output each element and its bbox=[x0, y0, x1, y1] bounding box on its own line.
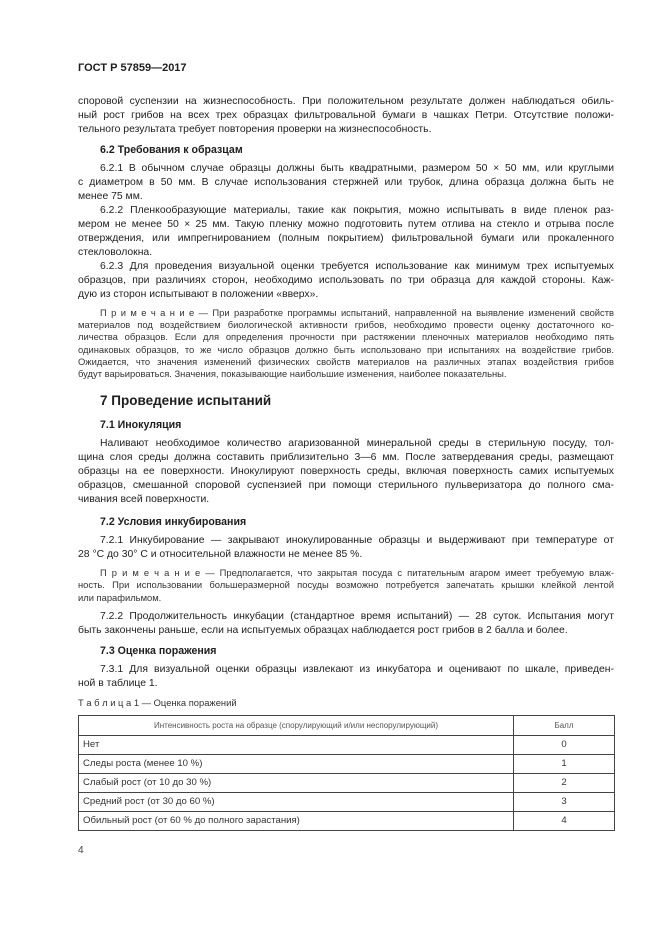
text-line: чивания всей поверхности. bbox=[78, 494, 210, 506]
table-caption: Т а б л и ц а 1 — Оценка поражений bbox=[78, 696, 237, 708]
text-line: быть закончены раньше, если на испытуемых образцах наблюдается рост грибов в 2 балла и более. bbox=[78, 624, 568, 636]
text-line: отверждения, или импрегнированием (полным покрытием) фильтровальной бумаги или прокаленного bbox=[78, 233, 614, 244]
table-row bbox=[79, 811, 615, 830]
section-heading-7-1: 7.1 Инокуляция bbox=[100, 419, 182, 432]
table-cell: 2 bbox=[514, 773, 615, 792]
text-line: 7.2.2 Продолжительность инкубации (стандартное время испытаний) — 28 суток. Испытания могут bbox=[100, 610, 614, 622]
paragraph-7-1 bbox=[78, 437, 614, 507]
paragraph bbox=[78, 95, 614, 137]
text-line: Наливают необходимое количество агаризованной минеральной среды в стерильную посуду, тол- bbox=[100, 438, 614, 450]
text-line: с диаметром в 50 мм. В случае использования стержней или трубок, длина образца должна быть не bbox=[78, 177, 614, 188]
text-line: 7.2.1 Инкубирование — закрывают инокулированные образцы и выдерживают при температуре от bbox=[100, 535, 614, 547]
text-line: 6.2.2 Пленкообразующие материалы, такие как покрытия, можно испытывать в виде пленок раз- bbox=[100, 205, 614, 216]
text-line: 6.2.3 Для проведения визуальной оценки требуется использование как минимум трех испытуемых bbox=[100, 261, 614, 272]
table-cell: Нет bbox=[79, 735, 514, 754]
column-header: Интенсивность роста на образце (спорулирующий и/или неспорулирующий) bbox=[79, 715, 514, 735]
paragraph-7-2-2 bbox=[78, 610, 614, 638]
text-line: мером не менее 50 × 25 мм. Такую пленку можно подготовить путем отлива на стекло и отрыва после bbox=[78, 219, 614, 230]
text-line: споровой суспензии на жизнеспособность. При положительном результате должен наблюдаться обиль- bbox=[78, 96, 614, 107]
text-line: ность. При использовании большеразмерной посуды возможно потребуется запечатать крышки клейкой лентой bbox=[78, 579, 614, 591]
text-line: П р и м е ч а н и е — При разработке программы испытаний, направленной на выявление изменений свойств bbox=[100, 307, 614, 318]
table-row bbox=[79, 754, 615, 773]
text-line: П р и м е ч а н и е — Предполагается, что закрытая посуда с питательным агаром имеет требуемую влаж- bbox=[100, 567, 614, 579]
note-2 bbox=[78, 567, 614, 604]
text-line: будут варьироваться. Значения, показывающие наибольшие изменения, наиболее показательны. bbox=[78, 367, 507, 379]
text-line: или парафильмом. bbox=[78, 591, 162, 603]
text-line: тельного результата требует повторения проверки на жизнеспособность. bbox=[78, 124, 432, 135]
table-header-row bbox=[79, 715, 615, 735]
column-header: Балл bbox=[514, 715, 615, 735]
table-cell: Обильный рост (от 60 % до полного зарастания) bbox=[79, 811, 514, 830]
section-heading-7-3: 7.3 Оценка поражения bbox=[100, 644, 217, 657]
text-line: 6.2.1 В обычном случае образцы должны быть квадратными, размером 50 × 50 мм, или круглыми bbox=[100, 163, 614, 174]
text-line: ной в таблице 1. bbox=[78, 677, 158, 689]
table-cell: 4 bbox=[514, 811, 615, 830]
table-cell: Следы роста (менее 10 %) bbox=[79, 754, 514, 773]
table-row bbox=[79, 735, 615, 754]
table-cell: 0 bbox=[514, 735, 615, 754]
text-line: материалов под воздействием биологической активности грибов, необходимо провести оценку достаточного ко- bbox=[78, 319, 614, 331]
text-line: дую из сторон испытывают в положении «вверх». bbox=[78, 289, 319, 300]
page-number: 4 bbox=[78, 844, 84, 856]
table-cell: 1 bbox=[514, 754, 615, 773]
damage-assessment-table bbox=[78, 715, 615, 831]
note-1 bbox=[78, 307, 614, 380]
text-line: образцов, смешанной споровой суспензией при помощи стерильного пульверизатора до полного сма- bbox=[78, 480, 614, 492]
document-header: ГОСТ Р 57859—2017 bbox=[78, 62, 187, 74]
document-page bbox=[78, 61, 614, 857]
table-row bbox=[79, 792, 615, 811]
text-line: ный рост грибов на всех трех образцах фильтровальной бумаги в чашках Петри. Отсутствие положи- bbox=[78, 110, 614, 121]
table-cell: Слабый рост (от 10 до 30 %) bbox=[79, 773, 514, 792]
text-line: образцов, при различиях сторон, необходимо использовать по три образца для каждой стороны. Каж- bbox=[78, 275, 614, 286]
text-line: щина слоя среды должна составить приблизительно 3—6 мм. После затвердевания среды, размещают bbox=[78, 452, 614, 464]
text-line: одинаковых образцов, то же число образцов должно быть использовано при испытаниях на воздействие грибов. bbox=[78, 343, 614, 355]
section-heading-7: 7 Проведение испытаний bbox=[100, 393, 272, 409]
paragraph-7-3-1 bbox=[78, 663, 614, 691]
text-line: Ожидается, что значения изменений физических свойств материалов на различных этапах воздействия грибов bbox=[78, 355, 614, 367]
text-line: личества образцов. Если для определения прочности при растяжении пленочных материалов необходимо пять bbox=[78, 331, 614, 343]
text-line: 28 °С до 30° С и относительной влажности не менее 85 %. bbox=[78, 549, 363, 561]
table-cell: Средний рост (от 30 до 60 %) bbox=[79, 792, 514, 811]
text-line: образцы на ее поверхности. Инокулируют поверхность среды, включая поверхность самих испытуемых bbox=[78, 466, 614, 478]
text-line: 7.3.1 Для визуальной оценки образцы извлекают из инкубатора и оценивают по шкале, приведен- bbox=[100, 663, 614, 675]
paragraph-6-2-1 bbox=[78, 162, 614, 302]
table-row bbox=[79, 773, 615, 792]
section-heading-7-2: 7.2 Условия инкубирования bbox=[100, 516, 247, 529]
table-cell: 3 bbox=[514, 792, 615, 811]
text-line: стекловолокна. bbox=[78, 247, 153, 258]
paragraph-7-2-1 bbox=[78, 534, 614, 562]
text-line: менее 75 мм. bbox=[78, 191, 143, 202]
section-heading-6-2: 6.2 Требования к образцам bbox=[100, 144, 243, 156]
